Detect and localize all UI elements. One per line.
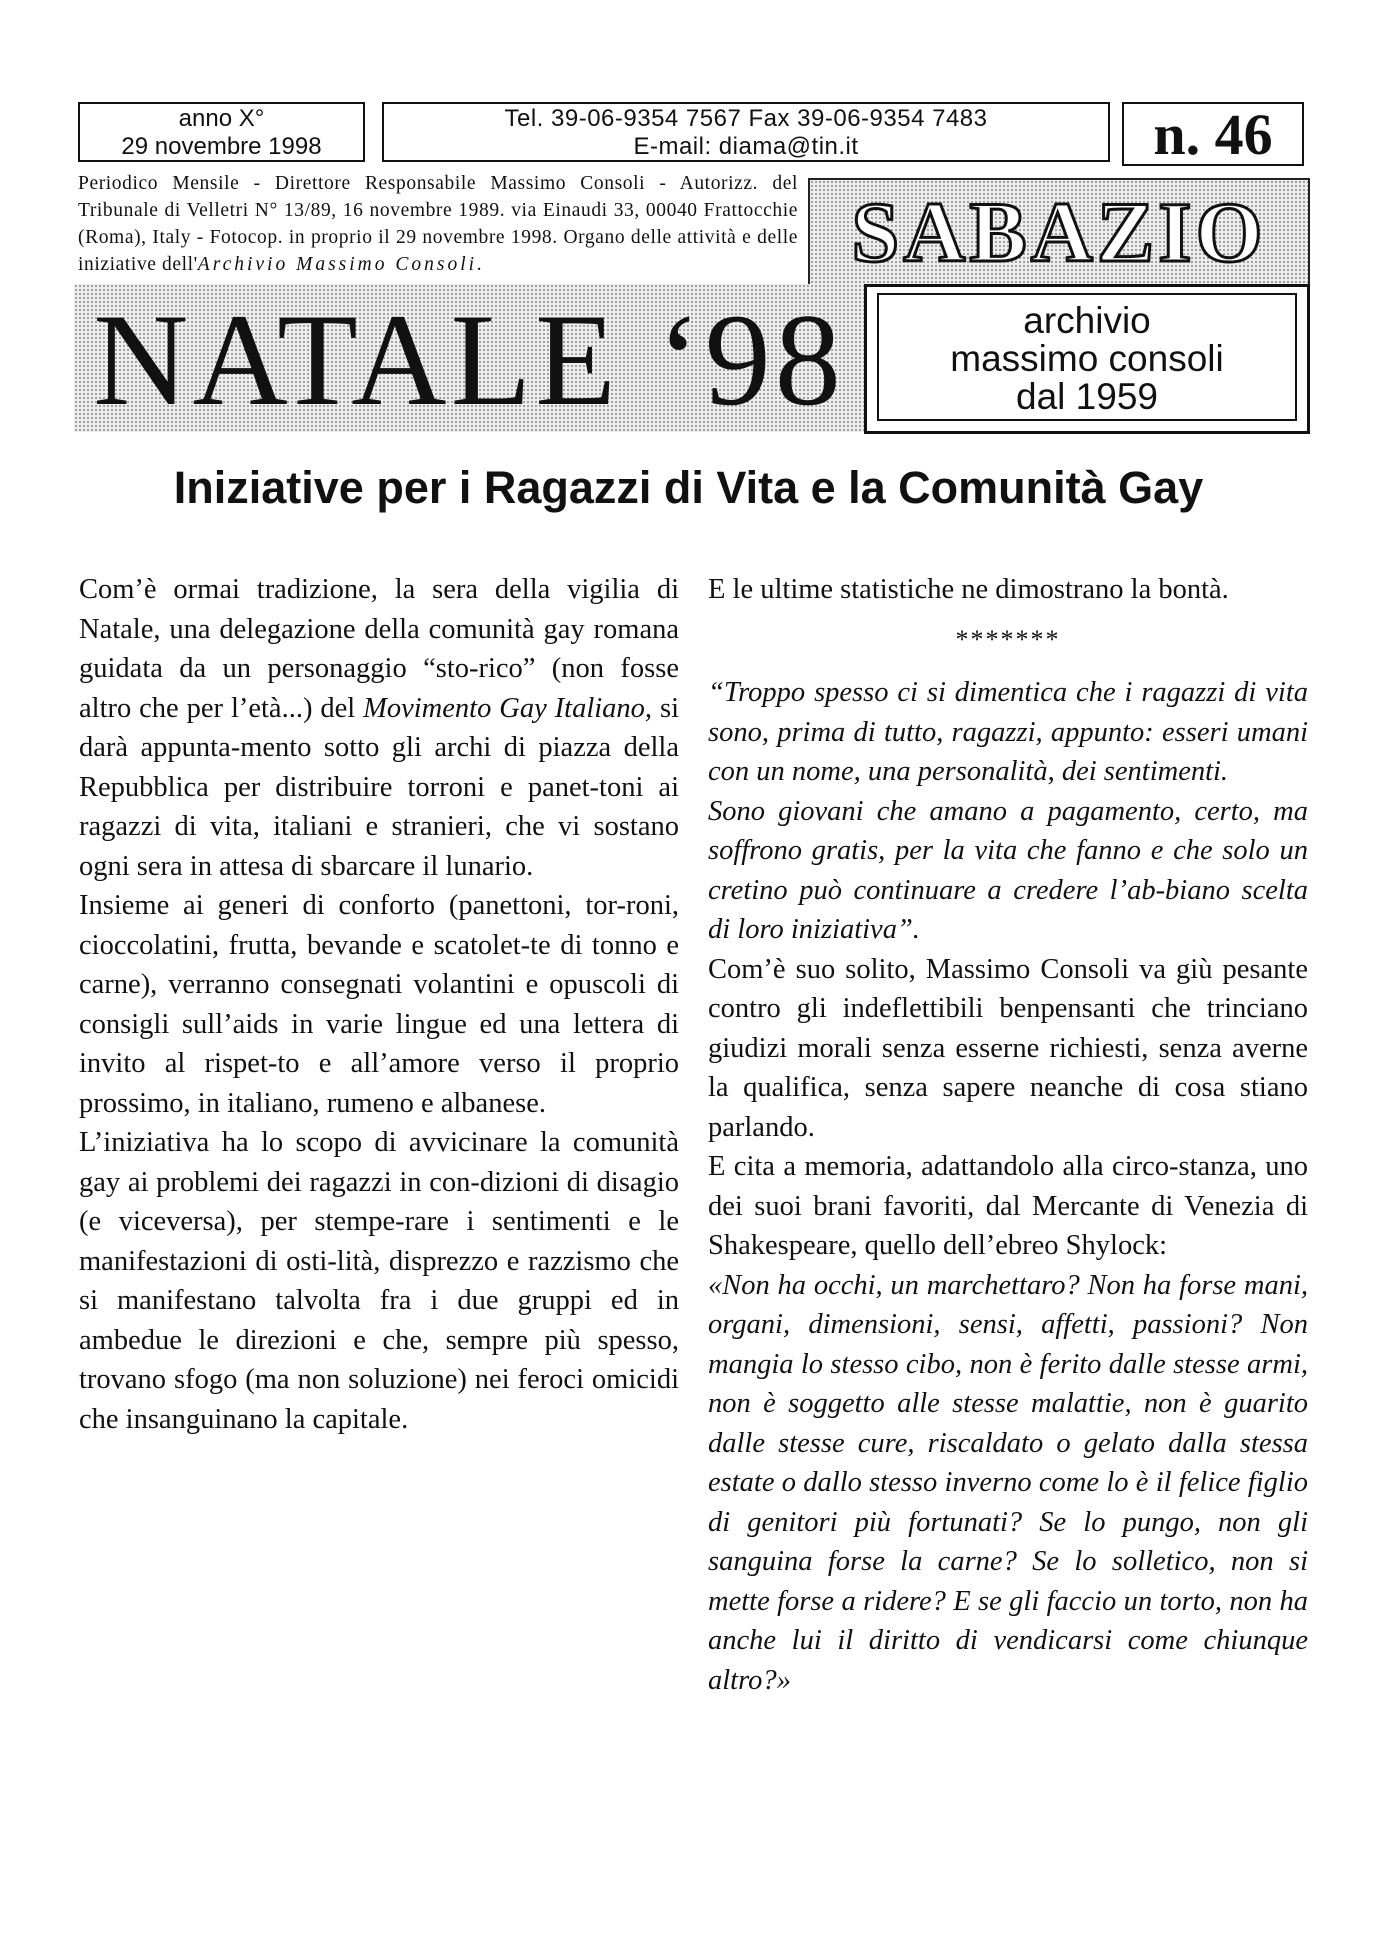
archive-line-3: dal 1959 [1016,376,1158,417]
article-right-column [708,570,1308,1700]
shylock-quote: «Non ha occhi, un marchettaro? Non ha forse mani, organi, dimensioni, sensi, affetti, passioni? Non mangia lo stesso cibo, non è ferito dalle stesse armi, non è soggetto alle stesse malattie, non è guarito dalle stesse cure, riscaldato o gelato dalla stessa estate o dallo stesso inverno come lo è il felice figlio di genitori più fortunati? Se lo pungo, non gli sanguina forse la carne? Se lo solletico, non si mette forse a ridere? E se gli faccio un torto, non ha anche lui il diritto di vendicarsi come chiunque altro?» [708,1269,1308,1696]
contact-box [382,102,1110,162]
right-paragraph-3: E cita a memoria, adattandolo alla circo-stanza, uno dei suoi brani favoriti, dal Mercante di Venezia di Shakespeare, quello dell’ebreo Shylock: [708,1151,1308,1261]
left-p1-italic: Movimento Gay Italiano, [363,692,653,724]
section-separator: ******* [955,624,1061,654]
colophon-text: Periodico Mensile - Direttore Responsabile Massimo Consoli - Autorizz. del Tribunale di Velletri N° 13/89, 16 novembre 1989. via Einaudi 33, 00040 Frattocchie (Roma), Italy - Fotocop. in proprio il 29 novembre 1998. Organo delle attività e delle iniziative dell' [78,173,798,275]
banner-box [74,284,864,432]
issue-year: anno X° [178,105,265,132]
banner-title: NATALE ‘98 [93,286,845,433]
archive-box [864,284,1310,434]
left-paragraph-1 [79,570,679,886]
left-p1-text-a: Com’è ormai tradizione, la sera della vigilia di Natale, una delegazione della comunità gay romana guidata da un personaggio “sto-rico” (non fosse altro che per l’età...) del [79,574,679,724]
colophon [78,170,798,278]
issue-number-box [1122,102,1304,166]
quote-2: Sono giovani che amano a pagamento, certo, ma soffrono gratis, per la vita che fanno e che solo un cretino può continuare a credere l’ab-biano scelta di loro iniziativa”. [708,795,1308,945]
masthead-title: SABAZIO [851,184,1267,280]
date-box [78,102,365,162]
quote-1: “Troppo spesso ci si dimentica che i ragazzi di vita sono, prima di tutto, ragazzi, appunto: esseri umani con un nome, una personalità, dei sentimenti. [708,677,1308,787]
right-paragraph-2: Com’è suo solito, Massimo Consoli va giù pesante contro gli indeflettibili benpensanti che trinciano giudizi morali senza esserne richiesti, senza averne la qualifica, senza sapere neanche di cosa stiano parlando. [708,953,1308,1143]
email: E-mail: diama@tin.it [633,133,859,160]
archive-line-1: archivio [1023,300,1151,341]
article-headline: Iniziative per i Ragazzi di Vita e la Comunità Gay [173,462,1204,513]
right-paragraph-1: E le ultime statistiche ne dimostrano la bontà. [708,574,1229,605]
article-left-column [79,570,679,1439]
left-paragraph-2: Insieme ai generi di conforto (panettoni, tor-roni, cioccolatini, frutta, bevande e scatolet-te di tonno e carne), verranno consegnati volantini e opuscoli di consigli sull’aids in varie lingue ed una lettera di invito al rispet-to e all’amore verso il proprio prossimo, in italiano, rumeno e albanese. [79,890,679,1119]
issue-number: n. 46 [1153,102,1273,167]
phone-fax: Tel. 39-06-9354 7567 Fax 39-06-9354 7483 [504,105,988,132]
colophon-archive: Archivio Massimo Consoli. [197,254,485,275]
left-p1-text-b: si darà appunta-mento sotto gli archi di piazza della Repubblica per distribuire torroni e panet-toni ai ragazzi di vita, italiani e stranieri, che vi sostano ogni sera in attesa di sbarcare il lunario. [79,692,679,882]
left-paragraph-3: L’iniziativa ha lo scopo di avvicinare la comunità gay ai problemi dei ragazzi in con-dizioni di disagio (e viceversa), per stempe-rare i sentimenti e le manifestazioni di osti-lità, disprezzo e razzismo che si manifestano talvolta fra i due gruppi ed in ambedue le direzioni e che, sempre più spesso, trovano sfogo (ma non soluzione) nei feroci omicidi che insanguinano la capitale. [79,1127,679,1435]
masthead-box [808,178,1310,286]
archive-inner-frame [877,293,1297,421]
archive-line-2: massimo consoli [950,338,1224,379]
issue-date: 29 novembre 1998 [121,133,322,160]
